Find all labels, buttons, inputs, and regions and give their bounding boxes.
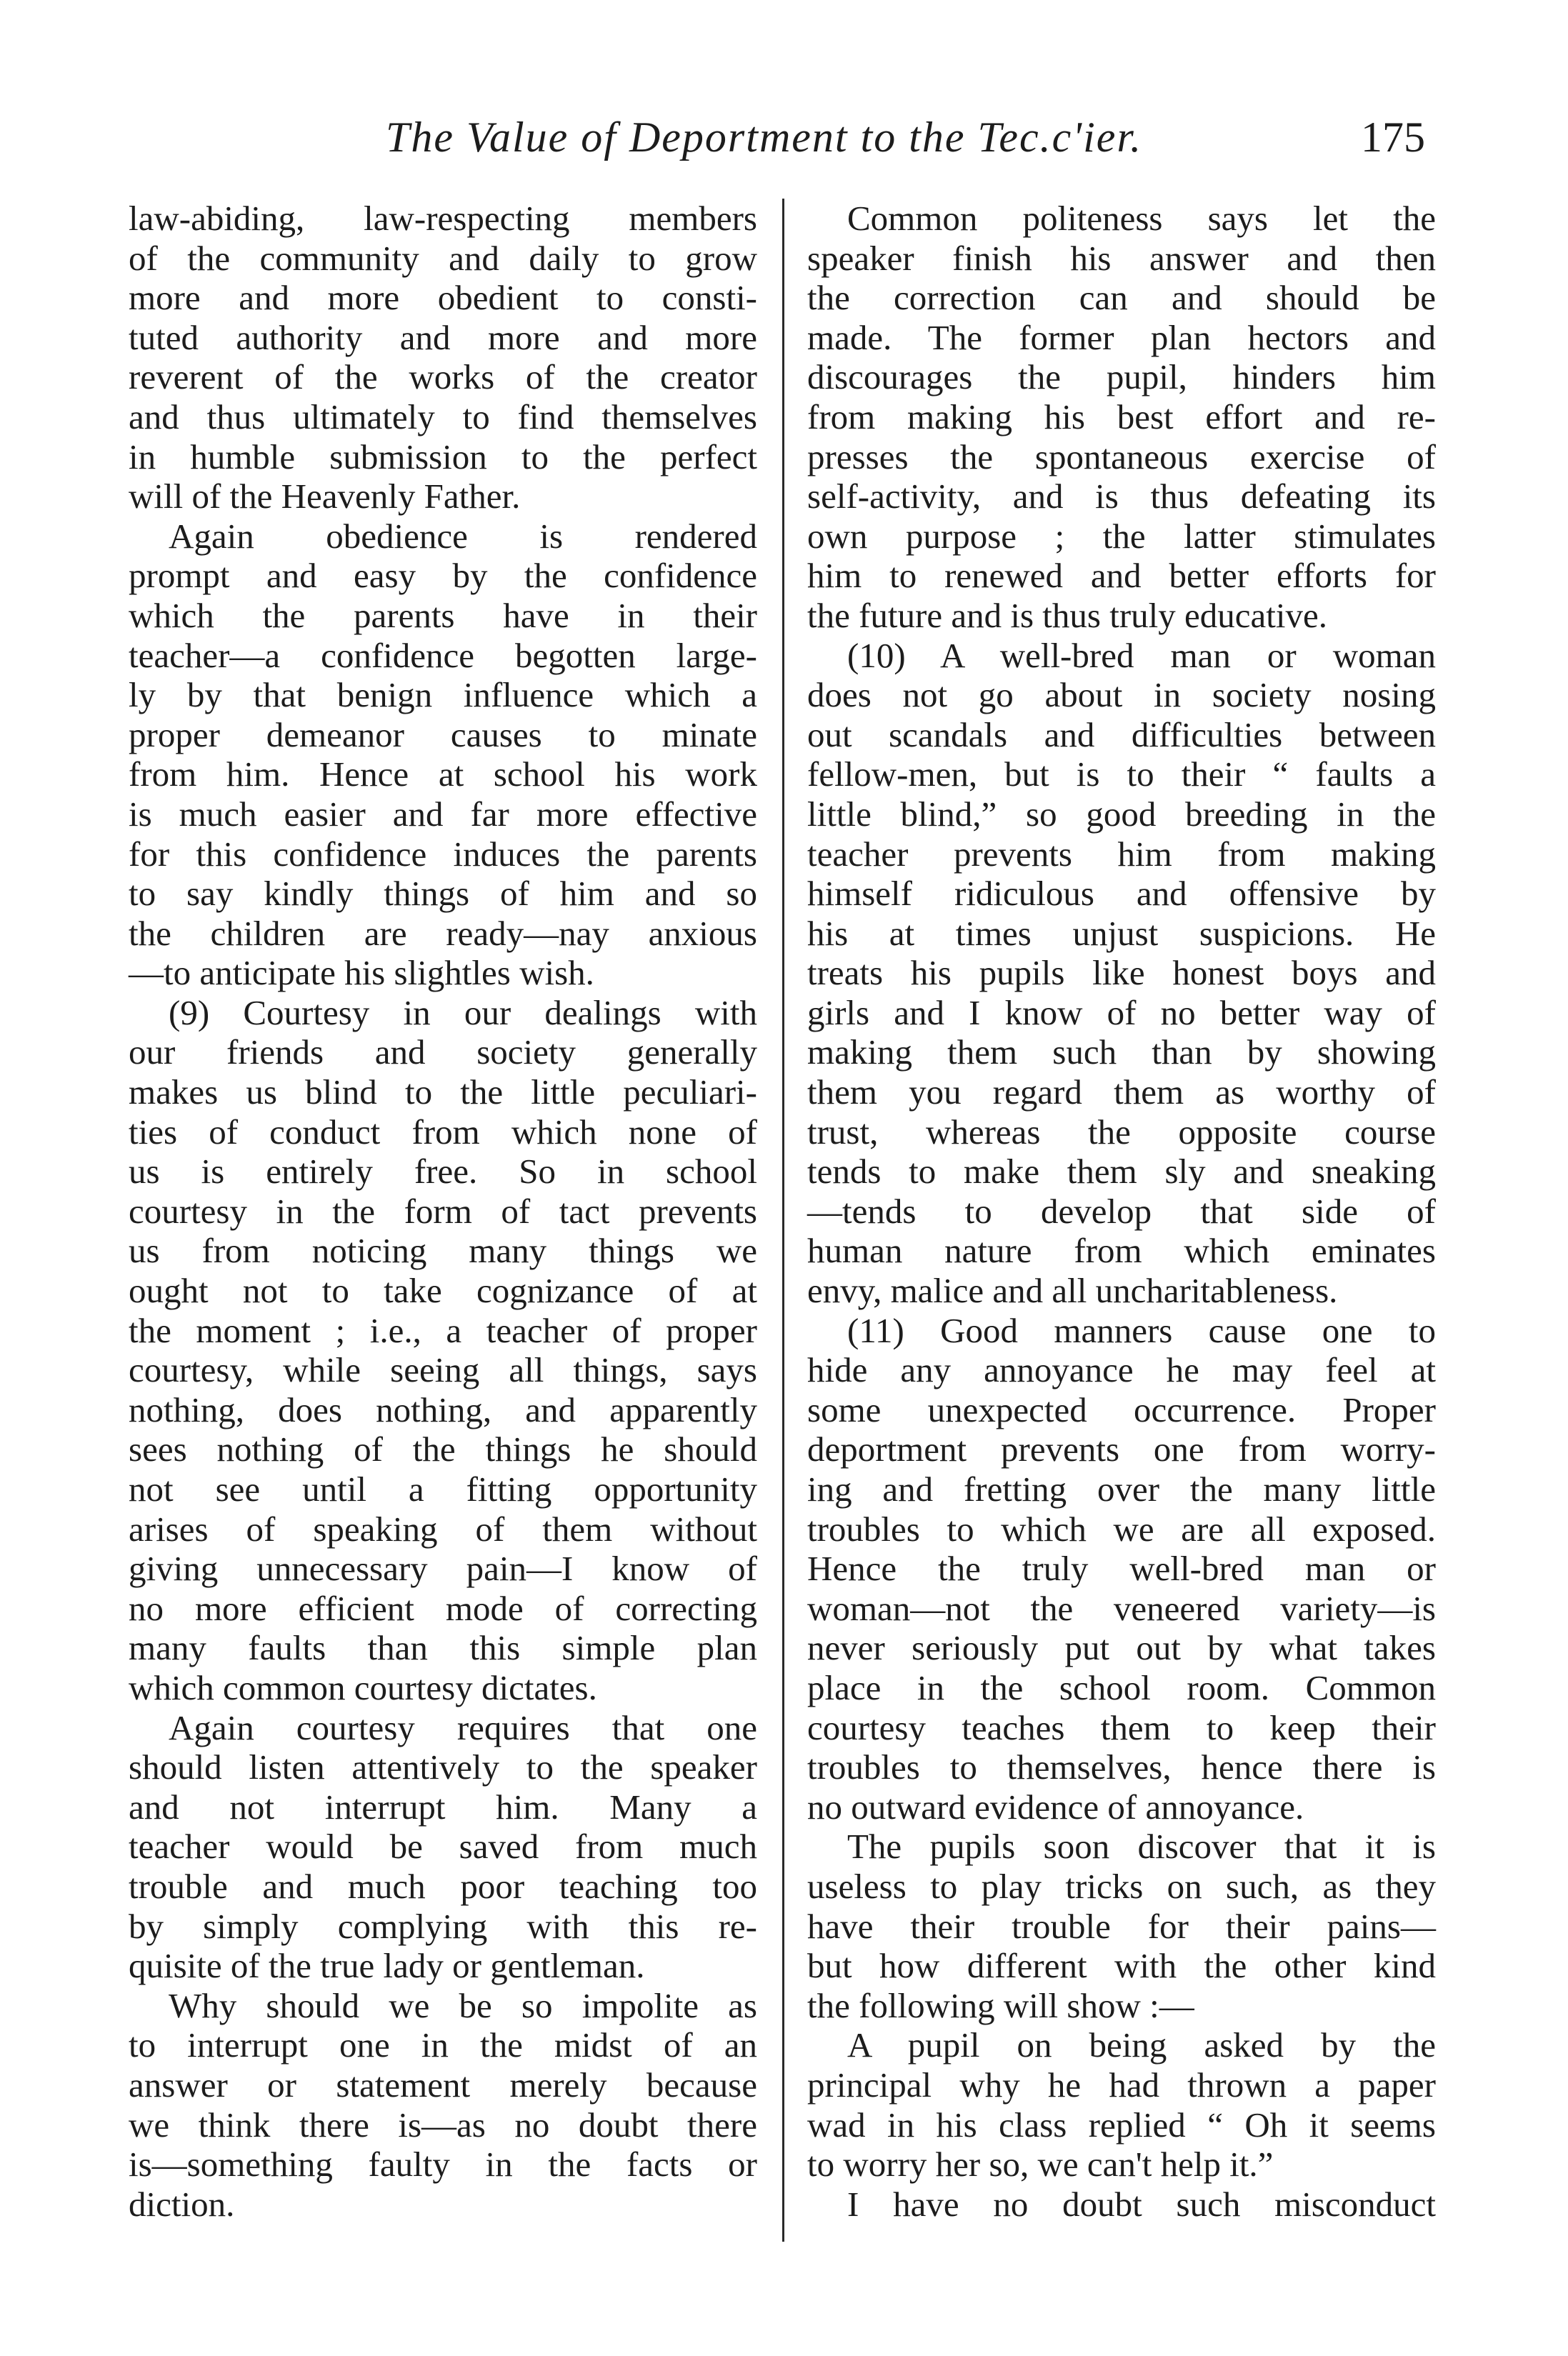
running-title: The Value of Deportment to the Tec.c'ier. — [386, 114, 1143, 161]
text-line: will of the Heavenly Father. — [129, 476, 521, 516]
text-line: tends to make them sly and sneaking — [807, 1152, 1436, 1192]
text-line: trouble and much poor teaching too — [129, 1866, 757, 1906]
text-line: diction. — [129, 2184, 235, 2224]
text-line: woman—not the veneered variety—is — [807, 1588, 1436, 1628]
text-line: Again obedience is rendered — [169, 516, 757, 556]
text-line: reverent of the works of the creator — [129, 357, 757, 397]
text-line: his at times unjust suspicions. He — [807, 913, 1436, 953]
text-line: troubles to which we are all exposed. — [807, 1509, 1436, 1549]
text-line: out scandals and difficulties between — [807, 714, 1436, 754]
text-line: and thus ultimately to find themselves — [129, 396, 757, 436]
text-line: The pupils soon discover that it is — [847, 1827, 1436, 1867]
text-line: which common courtesy dictates. — [129, 1667, 597, 1707]
text-line: girls and I know of no better way of — [807, 992, 1436, 1032]
text-line: —to anticipate his slightles wish. — [129, 953, 594, 993]
text-line: them you regard them as worthy of — [807, 1072, 1436, 1112]
text-line: teacher would be saved from much — [129, 1827, 757, 1867]
text-line: we think there is—as no doubt there — [129, 2105, 757, 2145]
text-line: —tends to develop that side of — [807, 1191, 1436, 1231]
text-line: to say kindly things of him and so — [129, 874, 757, 914]
text-line: law-abiding, law-respecting members — [129, 199, 757, 238]
text-line: himself ridiculous and offensive by — [807, 874, 1436, 914]
text-line: making them such than by showing — [807, 1032, 1436, 1072]
text-line: self-activity, and is thus defeating its — [807, 476, 1436, 516]
text-line: not see until a fitting opportunity — [129, 1469, 757, 1509]
text-line: place in the school room. Common — [807, 1667, 1436, 1707]
text-line: courtesy, while seeing all things, says — [129, 1350, 757, 1390]
text-line: no outward evidence of annoyance. — [807, 1787, 1304, 1827]
text-line: principal why he had thrown a paper — [807, 2065, 1436, 2105]
text-line: the moment ; i.e., a teacher of proper — [129, 1310, 757, 1350]
text-line: envy, malice and all uncharitableness. — [807, 1271, 1338, 1311]
right-column — [807, 199, 1436, 2224]
text-line: made. The former plan hectors and — [807, 317, 1436, 357]
text-line: and not interrupt him. Many a — [129, 1787, 757, 1827]
text-line: (9) Courtesy in our dealings with — [169, 992, 757, 1032]
text-line: which the parents have in their — [129, 595, 757, 635]
text-line: teacher prevents him from making — [807, 834, 1436, 874]
text-line: ing and fretting over the many little — [807, 1469, 1436, 1509]
text-line: more and more obedient to consti- — [129, 278, 757, 318]
text-line: nothing, does nothing, and apparently — [129, 1389, 757, 1429]
text-line: quisite of the true lady or gentleman. — [129, 1946, 645, 1986]
text-line: the correction can and should be — [807, 278, 1436, 318]
text-line: useless to play tricks on such, as they — [807, 1866, 1436, 1906]
text-line: courtesy teaches them to keep their — [807, 1707, 1436, 1747]
text-line: ought not to take cognizance of at — [129, 1271, 757, 1311]
text-line: I have no doubt such misconduct — [847, 2184, 1436, 2224]
text-line: tuted authority and more and more — [129, 317, 757, 357]
text-line: Hence the truly well-bred man or — [807, 1549, 1436, 1589]
text-line: the children are ready—nay anxious — [129, 913, 757, 953]
text-line: giving unnecessary pain—I know of — [129, 1549, 757, 1589]
text-line: (11) Good manners cause one to — [847, 1310, 1436, 1350]
text-line: fellow-men, but is to their “ faults a — [807, 754, 1436, 794]
text-line: (10) A well-bred man or woman — [847, 635, 1436, 675]
text-line: in humble submission to the perfect — [129, 436, 757, 476]
text-line: to worry her so, we can't help it.” — [807, 2145, 1274, 2185]
text-line: treats his pupils like honest boys and — [807, 953, 1436, 993]
text-line: to interrupt one in the midst of an — [129, 2025, 757, 2065]
text-line: teacher—a confidence begotten large- — [129, 635, 757, 675]
text-line: no more efficient mode of correcting — [129, 1588, 757, 1628]
text-line: Again courtesy requires that one — [169, 1707, 757, 1747]
text-line: own purpose ; the latter stimulates — [807, 516, 1436, 556]
text-line: Why should we be so impolite as — [169, 1985, 757, 2025]
text-line: from him. Hence at school his work — [129, 754, 757, 794]
text-line: proper demeanor causes to minate — [129, 714, 757, 754]
text-line: is—something faulty in the facts or — [129, 2145, 757, 2185]
text-line: never seriously put out by what takes — [807, 1628, 1436, 1668]
text-line: ly by that benign influence which a — [129, 675, 757, 715]
left-column — [129, 199, 757, 2224]
text-line: arises of speaking of them without — [129, 1509, 757, 1549]
text-line: us from noticing many things we — [129, 1231, 757, 1271]
text-line: discourages the pupil, hinders him — [807, 357, 1436, 397]
text-line: for this confidence induces the parents — [129, 834, 757, 874]
text-line: courtesy in the form of tact prevents — [129, 1191, 757, 1231]
text-line: speaker finish his answer and then — [807, 238, 1436, 278]
text-line: wad in his class replied “ Oh it seems — [807, 2105, 1436, 2145]
text-line: sees nothing of the things he should — [129, 1429, 757, 1469]
text-line: trust, whereas the opposite course — [807, 1112, 1436, 1152]
page-number: 175 — [1361, 114, 1425, 161]
text-line: answer or statement merely because — [129, 2065, 757, 2105]
text-line: from making his best effort and re- — [807, 396, 1436, 436]
text-line: deportment prevents one from worry- — [807, 1429, 1436, 1469]
text-line: many faults than this simple plan — [129, 1628, 757, 1668]
text-line: but how different with the other kind — [807, 1946, 1436, 1986]
text-line: prompt and easy by the confidence — [129, 556, 757, 596]
text-line: should listen attentively to the speaker — [129, 1747, 757, 1787]
text-line: him to renewed and better efforts for — [807, 556, 1436, 596]
text-line: troubles to themselves, hence there is — [807, 1747, 1436, 1787]
text-line: our friends and society generally — [129, 1032, 757, 1072]
text-line: the following will show :— — [807, 1985, 1194, 2025]
text-line: Common politeness says let the — [847, 199, 1436, 238]
column-divider — [782, 199, 784, 2242]
text-line: is much easier and far more effective — [129, 794, 757, 834]
text-line: makes us blind to the little peculiari- — [129, 1072, 757, 1112]
text-line: some unexpected occurrence. Proper — [807, 1389, 1436, 1429]
text-line: human nature from which eminates — [807, 1231, 1436, 1271]
text-line: us is entirely free. So in school — [129, 1152, 757, 1192]
text-line: the future and is thus truly educative. — [807, 595, 1327, 635]
text-line: hide any annoyance he may feel at — [807, 1350, 1436, 1390]
text-line: does not go about in society nosing — [807, 675, 1436, 715]
text-line: ties of conduct from which none of — [129, 1112, 757, 1152]
text-line: by simply complying with this re- — [129, 1906, 757, 1946]
text-line: A pupil on being asked by the — [847, 2025, 1436, 2065]
text-line: presses the spontaneous exercise of — [807, 436, 1436, 476]
text-line: have their trouble for their pains— — [807, 1906, 1436, 1946]
text-line: of the community and daily to grow — [129, 238, 757, 278]
text-line: little blind,” so good breeding in the — [807, 794, 1436, 834]
